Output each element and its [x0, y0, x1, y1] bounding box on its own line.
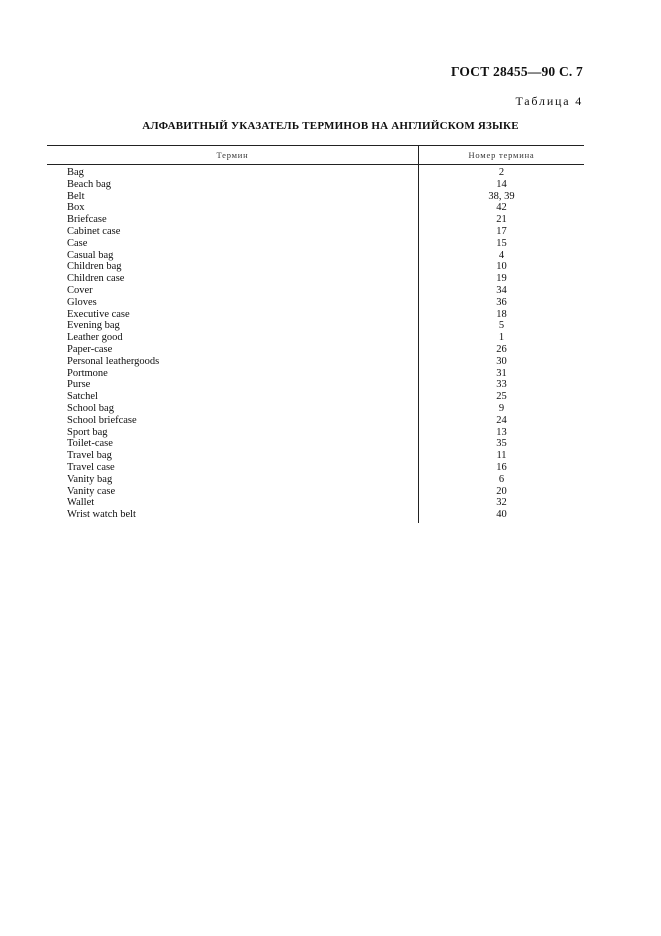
- term-cell: Cabinet case: [67, 225, 121, 237]
- term-number-cell: 10: [496, 261, 507, 273]
- term-number-cell: 32: [496, 497, 507, 509]
- term-cell: Sport bag: [67, 426, 108, 438]
- term-cell: Case: [67, 237, 88, 249]
- term-number-cell: 20: [496, 485, 507, 497]
- term-number-cell: 17: [496, 225, 507, 237]
- term-cell: Vanity bag: [67, 473, 113, 485]
- term-number-cell: 9: [498, 402, 505, 414]
- number-column: [419, 165, 584, 523]
- term-cell: Briefcase: [67, 214, 107, 226]
- term-cell: Portmone: [67, 367, 108, 379]
- term-column: [47, 165, 419, 523]
- term-number-cell: 5: [498, 320, 505, 332]
- term-number-cell: 1: [498, 332, 505, 344]
- term-cell: Executive case: [67, 308, 130, 320]
- table-header: [47, 145, 584, 165]
- term-cell: Cover: [67, 284, 93, 296]
- standard-designation: ГОСТ 28455—90 С. 7: [450, 64, 583, 79]
- term-number-cell: 18: [496, 308, 507, 320]
- index-title: АЛФАВИТНЫЙ УКАЗАТЕЛЬ ТЕРМИНОВ НА АНГЛИЙСКОМ ЯЗЫКЕ: [142, 120, 519, 132]
- table-label: Таблица 4: [515, 94, 583, 108]
- term-cell: Wrist watch belt: [67, 509, 136, 521]
- term-cell: Purse: [67, 379, 91, 391]
- term-number-cell: 19: [496, 273, 507, 285]
- term-cell: Personal leathergoods: [67, 355, 160, 367]
- term-cell: Bag: [67, 167, 84, 178]
- term-number-cell: 38, 39: [488, 190, 515, 202]
- term-number-cell: 16: [496, 461, 507, 473]
- table-body: [47, 165, 584, 523]
- term-number-cell: 4: [498, 249, 505, 261]
- term-number-cell: 25: [496, 391, 507, 403]
- column-header-number: Номер термина: [468, 150, 535, 160]
- term-number-cell: 15: [496, 237, 507, 249]
- term-number-cell: 6: [498, 473, 505, 485]
- term-number-cell: 24: [496, 414, 507, 426]
- term-cell: Children bag: [67, 261, 122, 273]
- term-number-cell: 21: [496, 214, 507, 226]
- term-cell: Toilet-case: [67, 438, 113, 450]
- term-cell: Travel bag: [67, 450, 112, 462]
- term-cell: School bag: [67, 402, 114, 414]
- term-cell: School briefcase: [67, 414, 137, 426]
- term-number-cell: 34: [496, 284, 507, 296]
- term-number-cell: 42: [496, 202, 507, 214]
- term-number-cell: 11: [496, 450, 507, 462]
- term-number-cell: 14: [496, 178, 507, 190]
- term-cell: Paper-case: [67, 343, 113, 355]
- term-cell: Beach bag: [67, 178, 112, 190]
- term-cell: Gloves: [67, 296, 97, 308]
- term-cell: Evening bag: [67, 320, 120, 332]
- term-number-cell: 2: [498, 167, 505, 178]
- term-cell: Belt: [67, 190, 85, 202]
- term-number-cell: 26: [496, 343, 507, 355]
- term-cell: Satchel: [67, 391, 98, 403]
- term-cell: Vanity case: [67, 485, 116, 497]
- term-cell: Casual bag: [67, 249, 114, 261]
- term-cell: Children case: [67, 273, 125, 285]
- term-number-cell: 33: [496, 379, 507, 391]
- term-number-cell: 40: [496, 509, 507, 521]
- column-header-term: Термин: [47, 146, 419, 164]
- term-cell: Travel case: [67, 461, 115, 473]
- term-number-cell: 36: [496, 296, 507, 308]
- term-cell: Leather good: [67, 332, 123, 344]
- term-cell: Box: [67, 202, 85, 214]
- term-number-cell: 30: [496, 355, 507, 367]
- term-number-cell: 13: [496, 426, 507, 438]
- terms-index-table: [47, 145, 584, 523]
- term-cell: Wallet: [67, 497, 95, 509]
- term-number-cell: 35: [496, 438, 507, 450]
- term-number-cell: 31: [496, 367, 507, 379]
